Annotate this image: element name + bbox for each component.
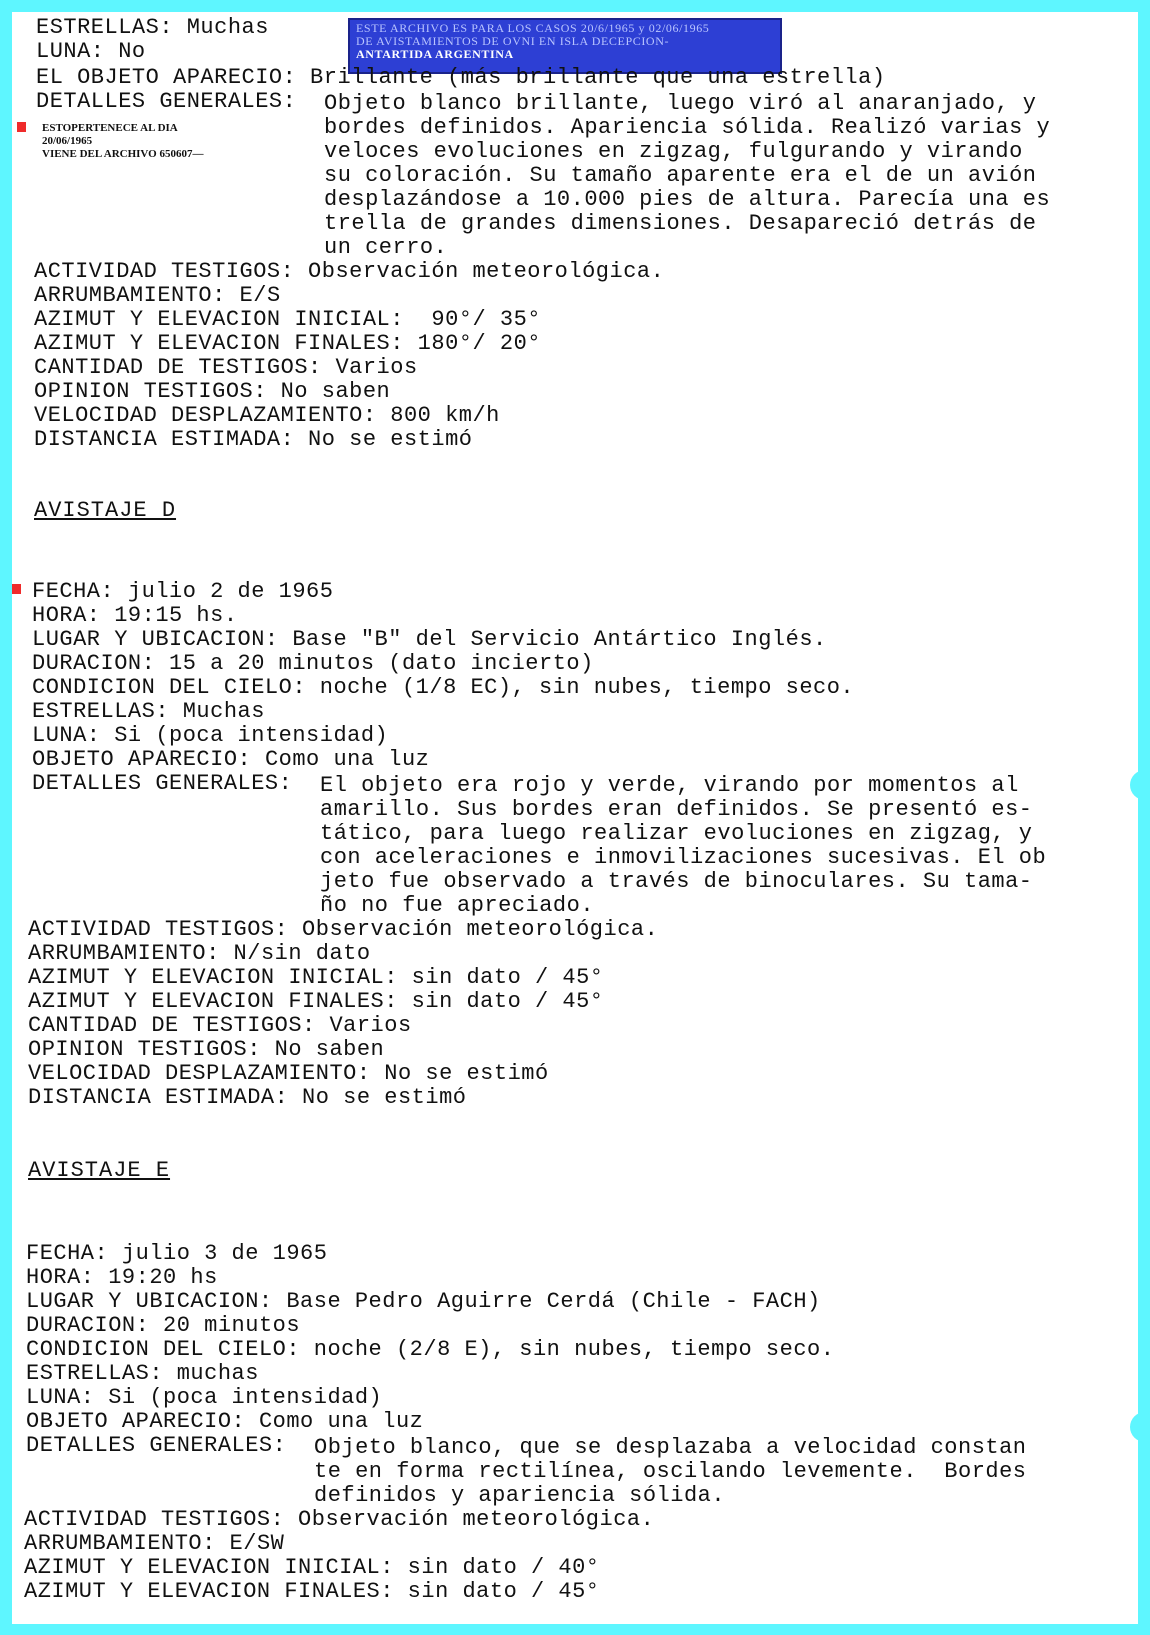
luna-label: LUNA: bbox=[36, 39, 105, 64]
objeto-row bbox=[26, 1410, 423, 1434]
opinion-row bbox=[34, 380, 390, 404]
azimut-final-value: sin dato / 45° bbox=[411, 989, 604, 1014]
arrumbamiento-value: E/SW bbox=[229, 1531, 285, 1556]
duracion-label: DURACION: bbox=[26, 1313, 150, 1338]
lugar-row bbox=[32, 628, 827, 652]
lugar-value: Base Pedro Aguirre Cerdá (Chile - FACH) bbox=[286, 1289, 821, 1314]
hora-value: 19:15 hs. bbox=[114, 603, 238, 628]
azimut-final-row bbox=[24, 1580, 600, 1604]
objeto-value: Brillante (más brillante que una estrella) bbox=[310, 65, 886, 90]
lugar-label: LUGAR Y UBICACION: bbox=[26, 1289, 273, 1314]
arrumbamiento-row bbox=[34, 284, 281, 308]
fecha-row bbox=[26, 1242, 327, 1266]
hora-row bbox=[26, 1266, 218, 1290]
document-page bbox=[12, 12, 1138, 1624]
detalles-label: DETALLES GENERALES: bbox=[36, 89, 297, 114]
detalles-line: te en forma rectilínea, oscilando levemente. Bordes bbox=[314, 1459, 1027, 1484]
azimut-inicial-label: AZIMUT Y ELEVACION INICIAL: bbox=[28, 965, 398, 990]
actividad-label: ACTIVIDAD TESTIGOS: bbox=[34, 259, 295, 284]
opinion-value: No saben bbox=[280, 379, 391, 404]
luna-row bbox=[36, 40, 146, 64]
luna-value: Si (poca intensidad) bbox=[108, 1385, 383, 1410]
lugar-row bbox=[26, 1290, 821, 1314]
hora-label: HORA: bbox=[32, 603, 101, 628]
detalles-label: DETALLES GENERALES: bbox=[26, 1433, 287, 1458]
duracion-value: 15 a 20 minutos (dato incierto) bbox=[169, 651, 594, 676]
objeto-row bbox=[32, 748, 429, 772]
arrumbamiento-label: ARRUMBAMIENTO: bbox=[24, 1531, 216, 1556]
detalles-line: tático, para luego realizar evoluciones en zigzag, y bbox=[320, 821, 1033, 846]
distancia-label: DISTANCIA ESTIMADA: bbox=[34, 427, 295, 452]
luna-label: LUNA: bbox=[32, 723, 101, 748]
section-title-e: AVISTAJE E bbox=[28, 1158, 171, 1183]
azimut-final-label: AZIMUT Y ELEVACION FINALES: bbox=[34, 331, 404, 356]
estrellas-value: muchas bbox=[176, 1361, 259, 1386]
azimut-inicial-row bbox=[34, 308, 541, 332]
arrumbamiento-value: N/sin dato bbox=[233, 941, 371, 966]
azimut-inicial-value: 90°/ 35° bbox=[417, 307, 541, 332]
detalles-line: jeto fue observado a través de binoculares. Su tama- bbox=[320, 869, 1033, 894]
luna-value: Si (poca intensidad) bbox=[114, 723, 389, 748]
detalles-line: un cerro. bbox=[324, 235, 448, 260]
velocidad-row bbox=[28, 1062, 549, 1086]
actividad-value: Observación meteorológica. bbox=[298, 1507, 655, 1532]
cantidad-value: Varios bbox=[329, 1013, 412, 1038]
cielo-row bbox=[32, 676, 854, 700]
distancia-row bbox=[34, 428, 472, 452]
note-line-1: ESTOPERTENECE AL DIA bbox=[42, 122, 178, 134]
note-line-3: VIENE DEL ARCHIVO 650607— bbox=[42, 148, 204, 160]
cielo-row bbox=[26, 1338, 834, 1362]
actividad-row bbox=[28, 918, 658, 942]
estrellas-label: ESTRELLAS: bbox=[32, 699, 170, 724]
objeto-row bbox=[36, 66, 886, 90]
section-title-d: AVISTAJE D bbox=[34, 498, 177, 523]
cielo-value: noche (2/8 E), sin nubes, tiempo seco. bbox=[313, 1337, 835, 1362]
detalles-line: desplazándose a 10.000 pies de altura. Parecía una es bbox=[324, 187, 1051, 212]
fecha-value: julio 2 de 1965 bbox=[127, 579, 334, 604]
duracion-value: 20 minutos bbox=[163, 1313, 301, 1338]
objeto-label: OBJETO APARECIO: bbox=[26, 1409, 246, 1434]
azimut-inicial-label: AZIMUT Y ELEVACION INICIAL: bbox=[24, 1555, 394, 1580]
detalles-label: DETALLES GENERALES: bbox=[32, 771, 293, 796]
fecha-row bbox=[32, 580, 333, 604]
actividad-label: ACTIVIDAD TESTIGOS: bbox=[28, 917, 289, 942]
azimut-inicial-value: sin dato / 40° bbox=[407, 1555, 600, 1580]
azimut-inicial-label: AZIMUT Y ELEVACION INICIAL: bbox=[34, 307, 404, 332]
cielo-label: CONDICION DEL CIELO: bbox=[26, 1337, 301, 1362]
opinion-row bbox=[28, 1038, 384, 1062]
velocidad-value: 800 km/h bbox=[390, 403, 500, 428]
cantidad-row bbox=[28, 1014, 412, 1038]
estrellas-value: Muchas bbox=[182, 699, 265, 724]
detalles-line: con aceleraciones e inmovilizaciones sucesivas. El ob bbox=[320, 845, 1047, 870]
fecha-value: julio 3 de 1965 bbox=[121, 1241, 328, 1266]
distancia-row bbox=[28, 1086, 466, 1110]
cantidad-row bbox=[34, 356, 418, 380]
detalles-line: bordes definidos. Apariencia sólida. Realizó varias y bbox=[324, 115, 1051, 140]
red-marker bbox=[17, 122, 26, 132]
actividad-value: Observación meteorológica. bbox=[302, 917, 659, 942]
cantidad-label: CANTIDAD DE TESTIGOS: bbox=[34, 355, 322, 380]
opinion-label: OPINION TESTIGOS: bbox=[34, 379, 267, 404]
estrellas-row bbox=[26, 1362, 259, 1386]
estrellas-label: ESTRELLAS: bbox=[36, 15, 174, 40]
lugar-label: LUGAR Y UBICACION: bbox=[32, 627, 279, 652]
azimut-final-value: 180°/ 20° bbox=[417, 331, 541, 356]
estrellas-row bbox=[36, 16, 269, 40]
azimut-inicial-value: sin dato / 45° bbox=[411, 965, 604, 990]
arrumbamiento-value: E/S bbox=[239, 283, 281, 308]
cantidad-label: CANTIDAD DE TESTIGOS: bbox=[28, 1013, 316, 1038]
archive-note bbox=[42, 122, 203, 161]
detalles-line: amarillo. Sus bordes eran definidos. Se presentó es- bbox=[320, 797, 1033, 822]
detalles-line: trella de grandes dimensiones. Desapareció detrás de bbox=[324, 211, 1037, 236]
arrumbamiento-label: ARRUMBAMIENTO: bbox=[28, 941, 220, 966]
opinion-label: OPINION TESTIGOS: bbox=[28, 1037, 261, 1062]
actividad-value: Observación meteorológica. bbox=[308, 259, 665, 284]
banner-line-1: ESTE ARCHIVO ES PARA LOS CASOS 20/6/1965 y 02/06/1965 bbox=[356, 21, 710, 35]
luna-label: LUNA: bbox=[26, 1385, 95, 1410]
cantidad-value: Varios bbox=[335, 355, 418, 380]
azimut-final-label: AZIMUT Y ELEVACION FINALES: bbox=[28, 989, 398, 1014]
detalles-line: veloces evoluciones en zigzag, fulgurando y virando bbox=[324, 139, 1023, 164]
opinion-value: No saben bbox=[274, 1037, 385, 1062]
velocidad-value: No se estimó bbox=[384, 1061, 549, 1086]
hora-label: HORA: bbox=[26, 1265, 95, 1290]
duracion-row bbox=[26, 1314, 300, 1338]
velocidad-label: VELOCIDAD DESPLAZAMIENTO: bbox=[28, 1061, 371, 1086]
azimut-inicial-row bbox=[28, 966, 604, 990]
hora-row bbox=[32, 604, 238, 628]
azimut-inicial-row bbox=[24, 1556, 600, 1580]
estrellas-row bbox=[32, 700, 265, 724]
hora-value: 19:20 hs bbox=[108, 1265, 218, 1290]
actividad-label: ACTIVIDAD TESTIGOS: bbox=[24, 1507, 285, 1532]
luna-row bbox=[32, 724, 388, 748]
note-line-2: 20/06/1965 bbox=[42, 135, 93, 147]
azimut-final-row bbox=[28, 990, 604, 1014]
objeto-value: Como una luz bbox=[258, 1409, 424, 1434]
fecha-label: FECHA: bbox=[32, 579, 115, 604]
distancia-value: No se estimó bbox=[302, 1085, 467, 1110]
duracion-row bbox=[32, 652, 594, 676]
arrumbamiento-row bbox=[24, 1532, 284, 1556]
banner-line-3: ANTARTIDA ARGENTINA bbox=[356, 47, 514, 61]
azimut-final-label: AZIMUT Y ELEVACION FINALES: bbox=[24, 1579, 394, 1604]
estrellas-label: ESTRELLAS: bbox=[26, 1361, 164, 1386]
estrellas-value: Muchas bbox=[186, 15, 269, 40]
cielo-value: noche (1/8 EC), sin nubes, tiempo seco. bbox=[319, 675, 855, 700]
objeto-label: OBJETO APARECIO: bbox=[32, 747, 252, 772]
actividad-row bbox=[34, 260, 664, 284]
distancia-value: No se estimó bbox=[308, 427, 473, 452]
red-marker bbox=[12, 584, 21, 594]
luna-row bbox=[26, 1386, 382, 1410]
objeto-label: EL OBJETO APARECIO: bbox=[36, 65, 297, 90]
banner-line-2: DE AVISTAMIENTOS DE OVNI EN ISLA DECEPCION- bbox=[356, 34, 670, 48]
fecha-label: FECHA: bbox=[26, 1241, 109, 1266]
detalles-line: Objeto blanco, que se desplazaba a velocidad constan bbox=[314, 1435, 1027, 1460]
arrumbamiento-label: ARRUMBAMIENTO: bbox=[34, 283, 226, 308]
arrumbamiento-row bbox=[28, 942, 371, 966]
luna-value: No bbox=[118, 39, 146, 64]
velocidad-label: VELOCIDAD DESPLAZAMIENTO: bbox=[34, 403, 377, 428]
detalles-line: Objeto blanco brillante, luego viró al anaranjado, y bbox=[324, 91, 1037, 116]
detalles-line: ño no fue apreciado. bbox=[320, 893, 595, 918]
velocidad-row bbox=[34, 404, 500, 428]
detalles-line: definidos y apariencia sólida. bbox=[314, 1483, 726, 1508]
distancia-label: DISTANCIA ESTIMADA: bbox=[28, 1085, 289, 1110]
azimut-final-row bbox=[34, 332, 541, 356]
objeto-value: Como una luz bbox=[264, 747, 430, 772]
detalles-line: El objeto era rojo y verde, virando por momentos al bbox=[320, 773, 1019, 798]
azimut-final-value: sin dato / 45° bbox=[407, 1579, 600, 1604]
cielo-label: CONDICION DEL CIELO: bbox=[32, 675, 307, 700]
actividad-row bbox=[24, 1508, 654, 1532]
detalles-line: su coloración. Su tamaño aparente era el de un avión bbox=[324, 163, 1037, 188]
duracion-label: DURACION: bbox=[32, 651, 156, 676]
lugar-value: Base "B" del Servicio Antártico Inglés. bbox=[292, 627, 827, 652]
